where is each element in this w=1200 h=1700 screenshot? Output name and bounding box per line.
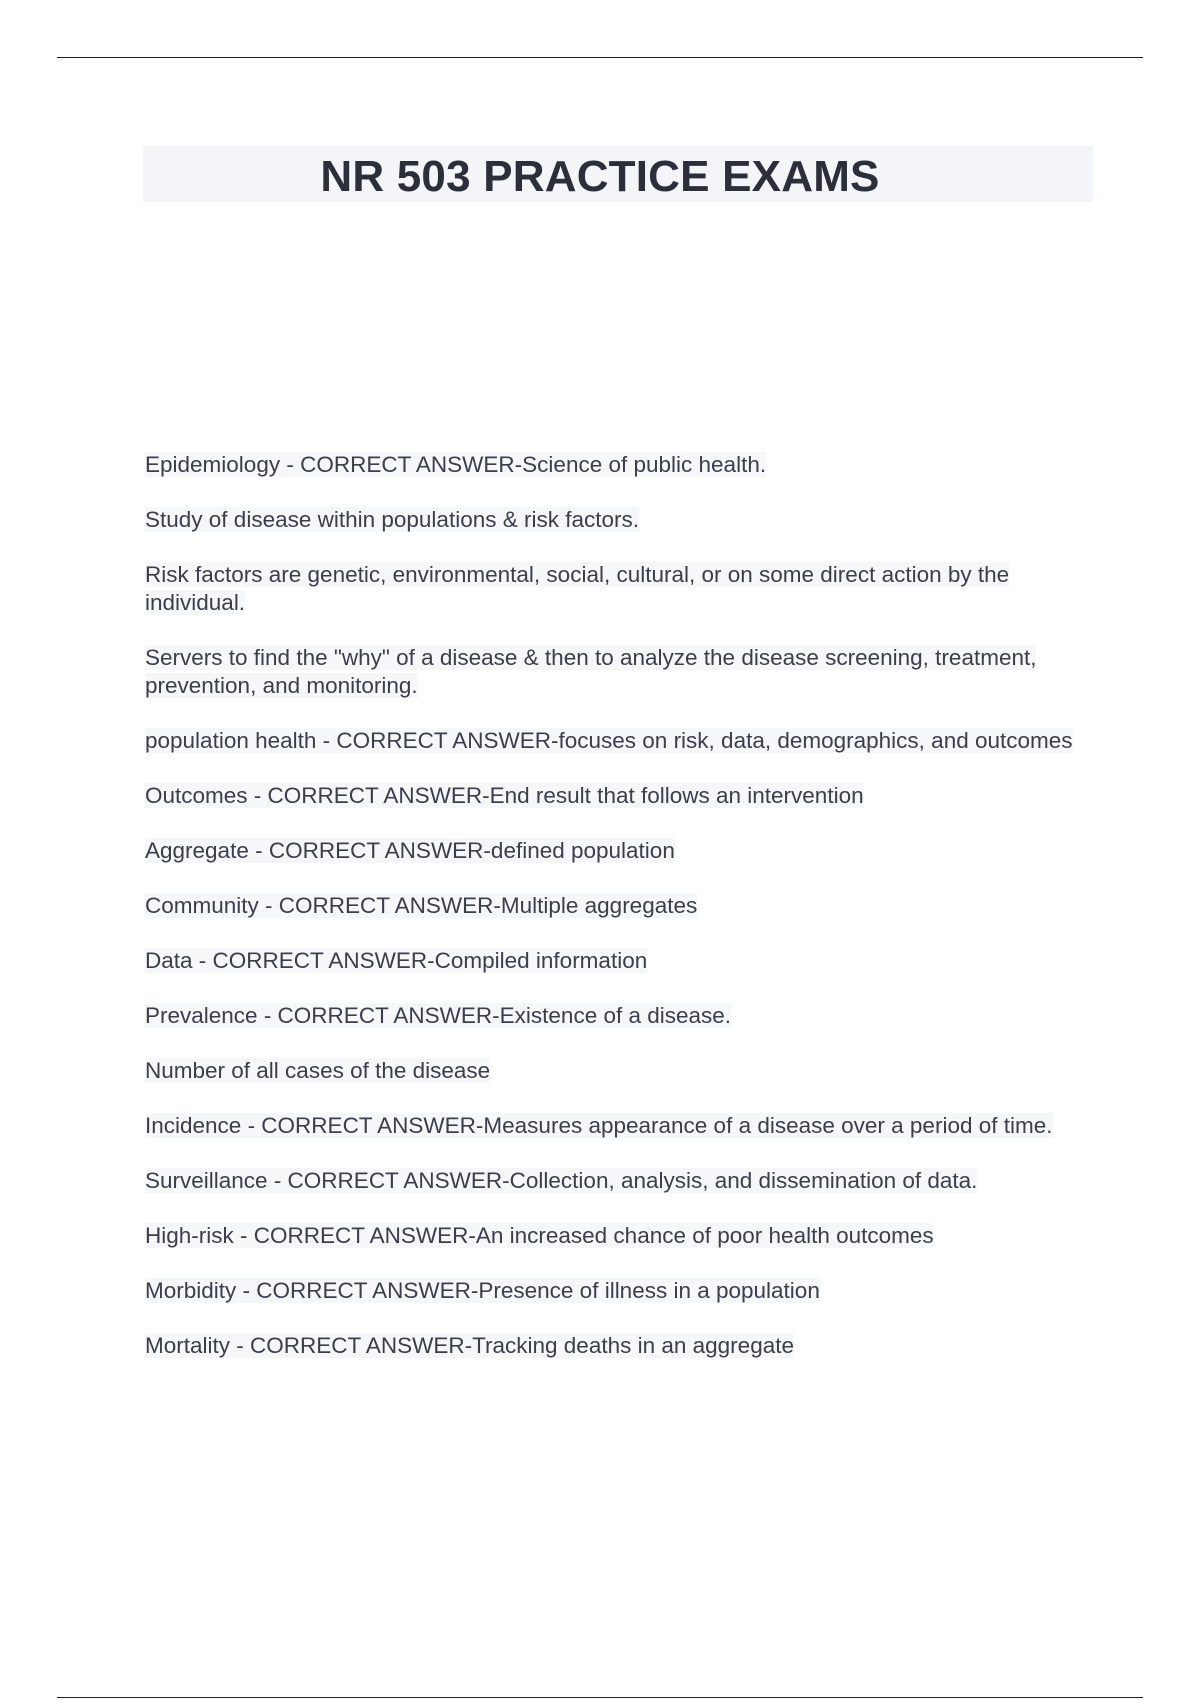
paragraph-mortality: Mortality - CORRECT ANSWER-Tracking deaths in an aggregate <box>145 1333 794 1358</box>
title-band <box>143 146 1093 202</box>
document-title: NR 503 PRACTICE EXAMS <box>320 152 880 201</box>
document-body <box>145 451 1085 1387</box>
footer-rule <box>57 1697 1143 1698</box>
paragraph-risk-factors: Risk factors are genetic, environmental, social, cultural, or on some direct action by the individual. <box>145 562 1010 615</box>
paragraph-data: Data - CORRECT ANSWER-Compiled information <box>145 948 648 973</box>
paragraph-surveillance: Surveillance - CORRECT ANSWER-Collection, analysis, and dissemination of data. <box>145 1168 978 1193</box>
paragraph-study-of-disease: Study of disease within populations & risk factors. <box>145 507 640 532</box>
paragraph-outcomes: Outcomes - CORRECT ANSWER-End result that follows an intervention <box>145 783 864 808</box>
paragraph-population-health: population health - CORRECT ANSWER-focuses on risk, data, demographics, and outcomes <box>145 728 1073 753</box>
paragraph-prevalence: Prevalence - CORRECT ANSWER-Existence of a disease. <box>145 1003 732 1028</box>
paragraph-servers-to-find-why: Servers to find the "why" of a disease & then to analyze the disease screening, treatment, prevention, and monitoring. <box>145 645 1037 698</box>
paragraph-number-of-cases: Number of all cases of the disease <box>145 1058 491 1083</box>
header-rule <box>57 57 1143 58</box>
paragraph-incidence: Incidence - CORRECT ANSWER-Measures appearance of a disease over a period of time. <box>145 1113 1053 1138</box>
paragraph-high-risk: High-risk - CORRECT ANSWER-An increased chance of poor health outcomes <box>145 1223 934 1248</box>
paragraph-morbidity: Morbidity - CORRECT ANSWER-Presence of illness in a population <box>145 1278 820 1303</box>
paragraph-aggregate: Aggregate - CORRECT ANSWER-defined population <box>145 838 675 863</box>
paragraph-community: Community - CORRECT ANSWER-Multiple aggregates <box>145 893 698 918</box>
paragraph-epidemiology: Epidemiology - CORRECT ANSWER-Science of public health. <box>145 452 767 477</box>
